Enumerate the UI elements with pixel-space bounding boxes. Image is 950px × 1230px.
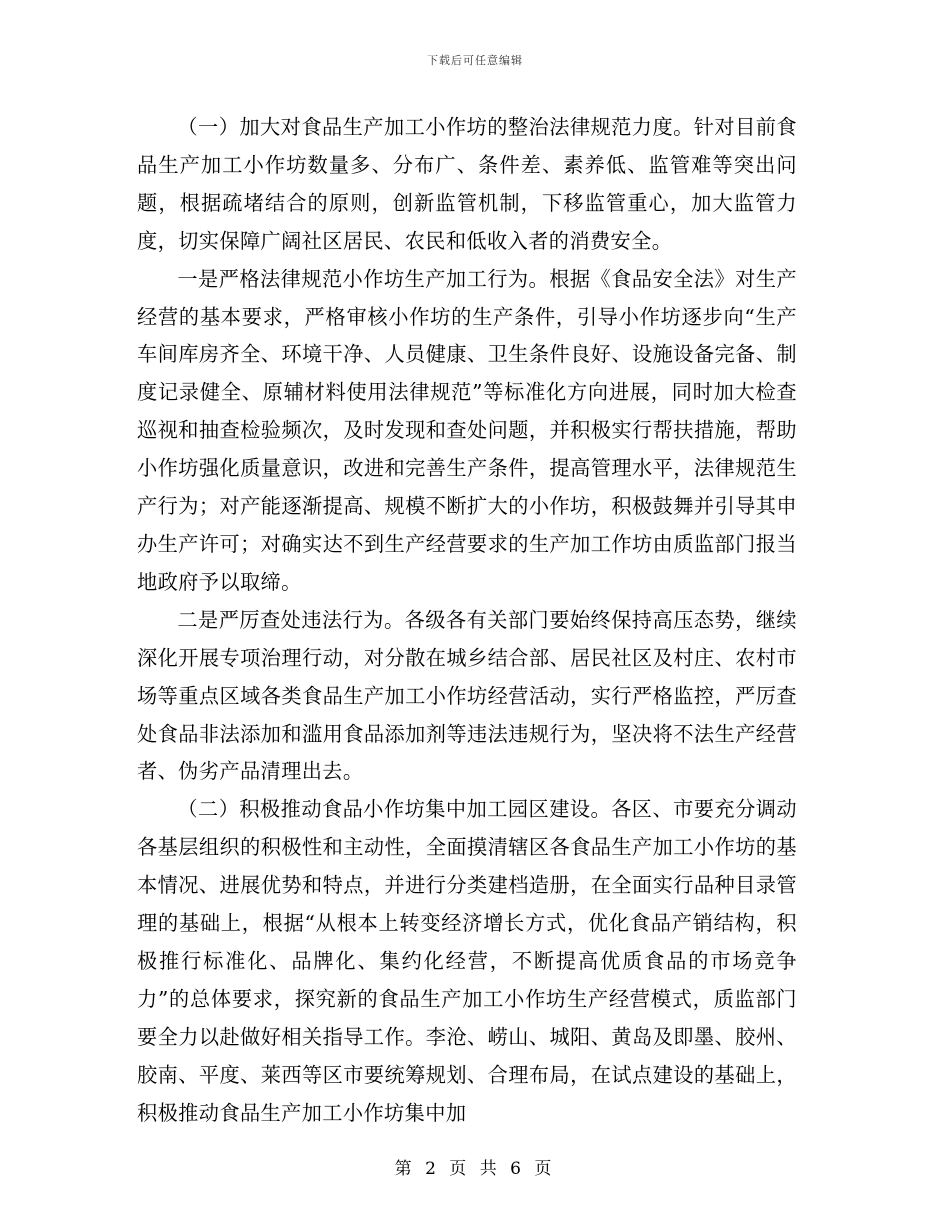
paragraph-2: 一是严格法律规范小作坊生产加工行为。根据《食品安全法》对生产经营的基本要求，严格审核小作坊的生产条件，引导小作坊逐步向“生产车间库房齐全、环境干净、人员健康、卫生条件良好、设施设备完备、制度记录健全、原辅材料使用法律规范”等标准化方向进展，同时加大检查巡视和抽查检验频次，及时发现和查处问题，并积极实行帮扶措施，帮助小作坊强化质量意识，改进和完善生产条件，提高管理水平，法律规范生产行为；对产能逐渐提高、规模不断扩大的小作坊，积极鼓舞并引导其申办生产许可；对确实达不到生产经营要求的生产加工作坊由质监部门报当地政府予以取缔。	[137, 266, 797, 594]
document-body	[137, 109, 797, 1132]
page-header: 下载后可任意编辑	[427, 54, 523, 67]
paragraph-3: 二是严厉查处违法行为。各级各有关部门要始终保持高压态势，继续深化开展专项治理行动，对分散在城乡结合部、居民社区及村庄、农村市场等重点区域各类食品生产加工小作坊经营活动，实行严格监控，严厉查处食品非法添加和滥用食品添加剂等违法违规行为，坚决将不法生产经营者、伪劣产品清理出去。	[137, 607, 797, 784]
page-number-footer: 第 2 页 共 6 页	[394, 1159, 556, 1179]
paragraph-1: （一）加大对食品生产加工小作坊的整治法律规范力度。针对目前食品生产加工小作坊数量多、分布广、条件差、素养低、监管难等突出问题，根据疏堵结合的原则，创新监管机制，下移监管重心，加大监管力度，切实保障广阔社区居民、农民和低收入者的消费安全。	[137, 115, 797, 253]
paragraph-4: （二）积极推动食品小作坊集中加工园区建设。各区、市要充分调动各基层组织的积极性和主动性，全面摸清辖区各食品生产加工小作坊的基本情况、进展优势和特点，并进行分类建档造册，在全面实行品种目录管理的基础上，根据“从根本上转变经济增长方式，优化食品产销结构，积极推行标准化、品牌化、集约化经营，不断提高优质食品的市场竞争力”的总体要求，探究新的食品生产加工小作坊生产经营模式，质监部门要全力以赴做好相关指导工作。李沧、崂山、城阳、黄岛及即墨、胶州、胶南、平度、莱西等区市要统筹规划、合理布局，在试点建设的基础上，积极推动食品生产加工小作坊集中加	[137, 797, 797, 1125]
